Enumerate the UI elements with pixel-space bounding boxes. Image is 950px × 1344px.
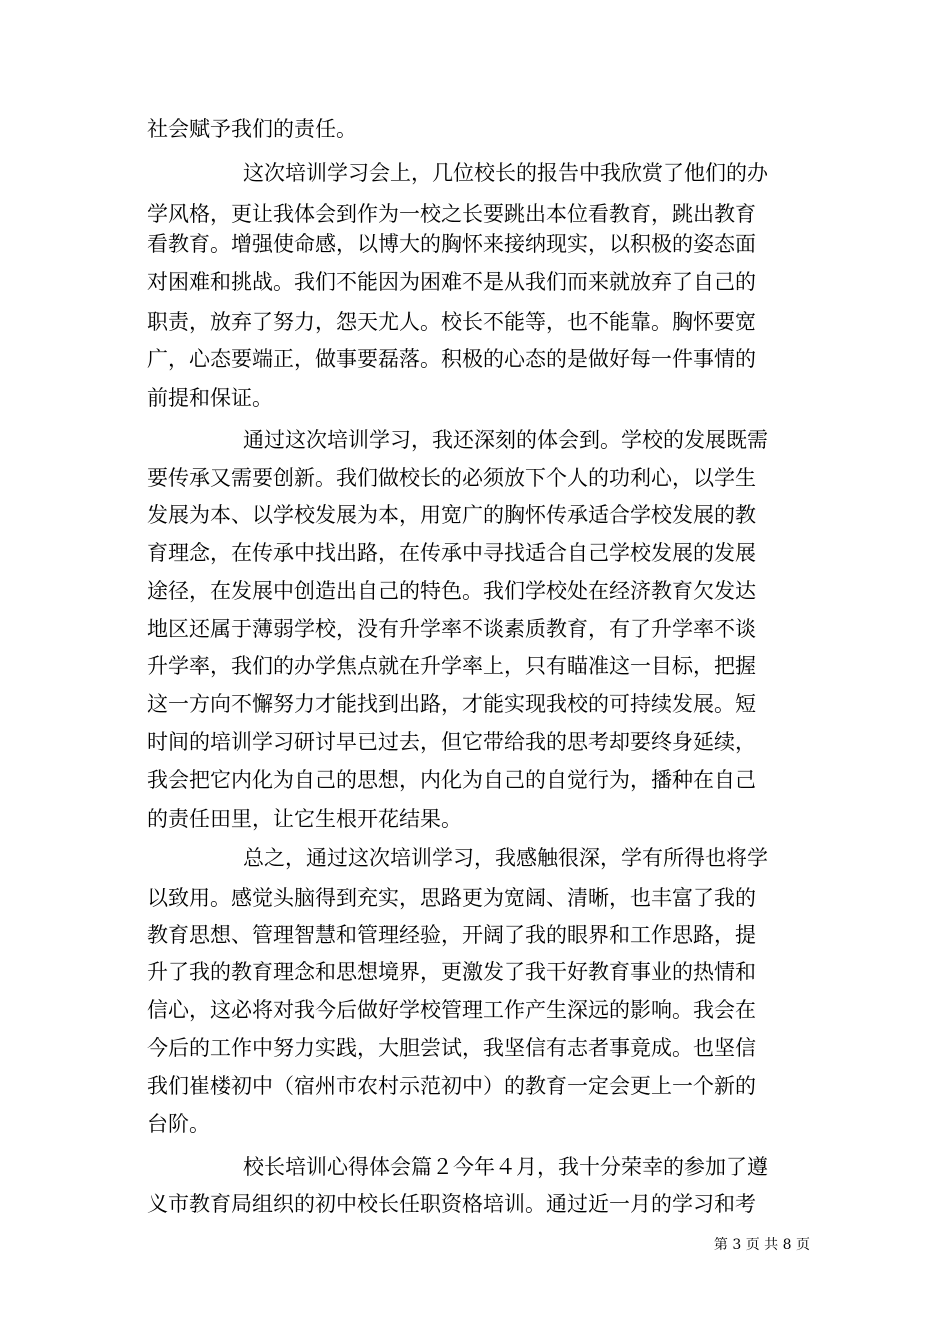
text-line: 途径，在发展中创造出自己的特色。我们学校处在经济教育欠发达	[147, 579, 756, 603]
text-line: 前提和保证。	[147, 386, 273, 410]
text-line: 学风格，更让我体会到作为一校之长要跳出本位看教育，跳出教育	[147, 202, 756, 226]
text-line: 这一方向不懈努力才能找到出路，才能实现我校的可持续发展。短	[147, 692, 756, 716]
text-line: 教育思想、管理智慧和管理经验，开阔了我的眼界和工作思路，提	[147, 923, 756, 947]
text-line: 要传承又需要创新。我们做校长的必须放下个人的功利心，以学生	[147, 466, 756, 490]
text-line: 升了我的教育理念和思想境界，更激发了我干好教育事业的热情和	[147, 960, 756, 984]
text-line: 我们崔楼初中（宿州市农村示范初中）的教育一定会更上一个新的	[147, 1074, 756, 1098]
text-line: 台阶。	[147, 1112, 210, 1136]
text-line: 信心，这必将对我今后做好学校管理工作产生深远的影响。我会在	[147, 998, 756, 1022]
text-line: 以致用。感觉头脑得到充实，思路更为宽阔、清晰，也丰富了我的	[147, 886, 756, 910]
paragraph-first-line: 校长培训心得体会篇２今年４月，我十分荣幸的参加了遵	[243, 1155, 768, 1179]
text-line: 的责任田里，让它生根开花结果。	[147, 807, 462, 831]
text-line: 我会把它内化为自己的思想，内化为自己的自觉行为，播种在自己	[147, 768, 756, 792]
paragraph-first-line: 通过这次培训学习，我还深刻的体会到。学校的发展既需	[243, 428, 768, 452]
paragraph-first-line: 总之，通过这次培训学习，我感触很深，学有所得也将学	[243, 846, 768, 870]
text-line: 育理念，在传承中找出路，在传承中寻找适合自己学校发展的发展	[147, 541, 756, 565]
text-line: 社会赋予我们的责任。	[147, 117, 357, 141]
text-line: 升学率，我们的办学焦点就在升学率上，只有瞄准这一目标，把握	[147, 654, 756, 678]
text-line: 对困难和挑战。我们不能因为困难不是从我们而来就放弃了自己的	[147, 270, 756, 294]
text-line: 广，心态要端正，做事要磊落。积极的心态的是做好每一件事情的	[147, 347, 756, 371]
text-line: 地区还属于薄弱学校，没有升学率不谈素质教育，有了升学率不谈	[147, 617, 756, 641]
text-line: 今后的工作中努力实践，大胆尝试，我坚信有志者事竟成。也坚信	[147, 1036, 756, 1060]
paragraph-first-line: 这次培训学习会上，几位校长的报告中我欣赏了他们的办	[243, 161, 768, 185]
page-number-footer: 第 3 页 共 8 页	[713, 1237, 810, 1253]
text-line: 看教育。增强使命感，以博大的胸怀来接纳现实，以积极的姿态面	[147, 232, 756, 256]
text-line: 义市教育局组织的初中校长任职资格培训。通过近一月的学习和考	[147, 1192, 756, 1216]
text-line: 发展为本、以学校发展为本，用宽广的胸怀传承适合学校发展的教	[147, 503, 756, 527]
text-line: 时间的培训学习研讨早已过去，但它带给我的思考却要终身延续，	[147, 730, 756, 754]
text-line: 职责，放弃了努力，怨天尤人。校长不能等，也不能靠。胸怀要宽	[147, 310, 756, 334]
